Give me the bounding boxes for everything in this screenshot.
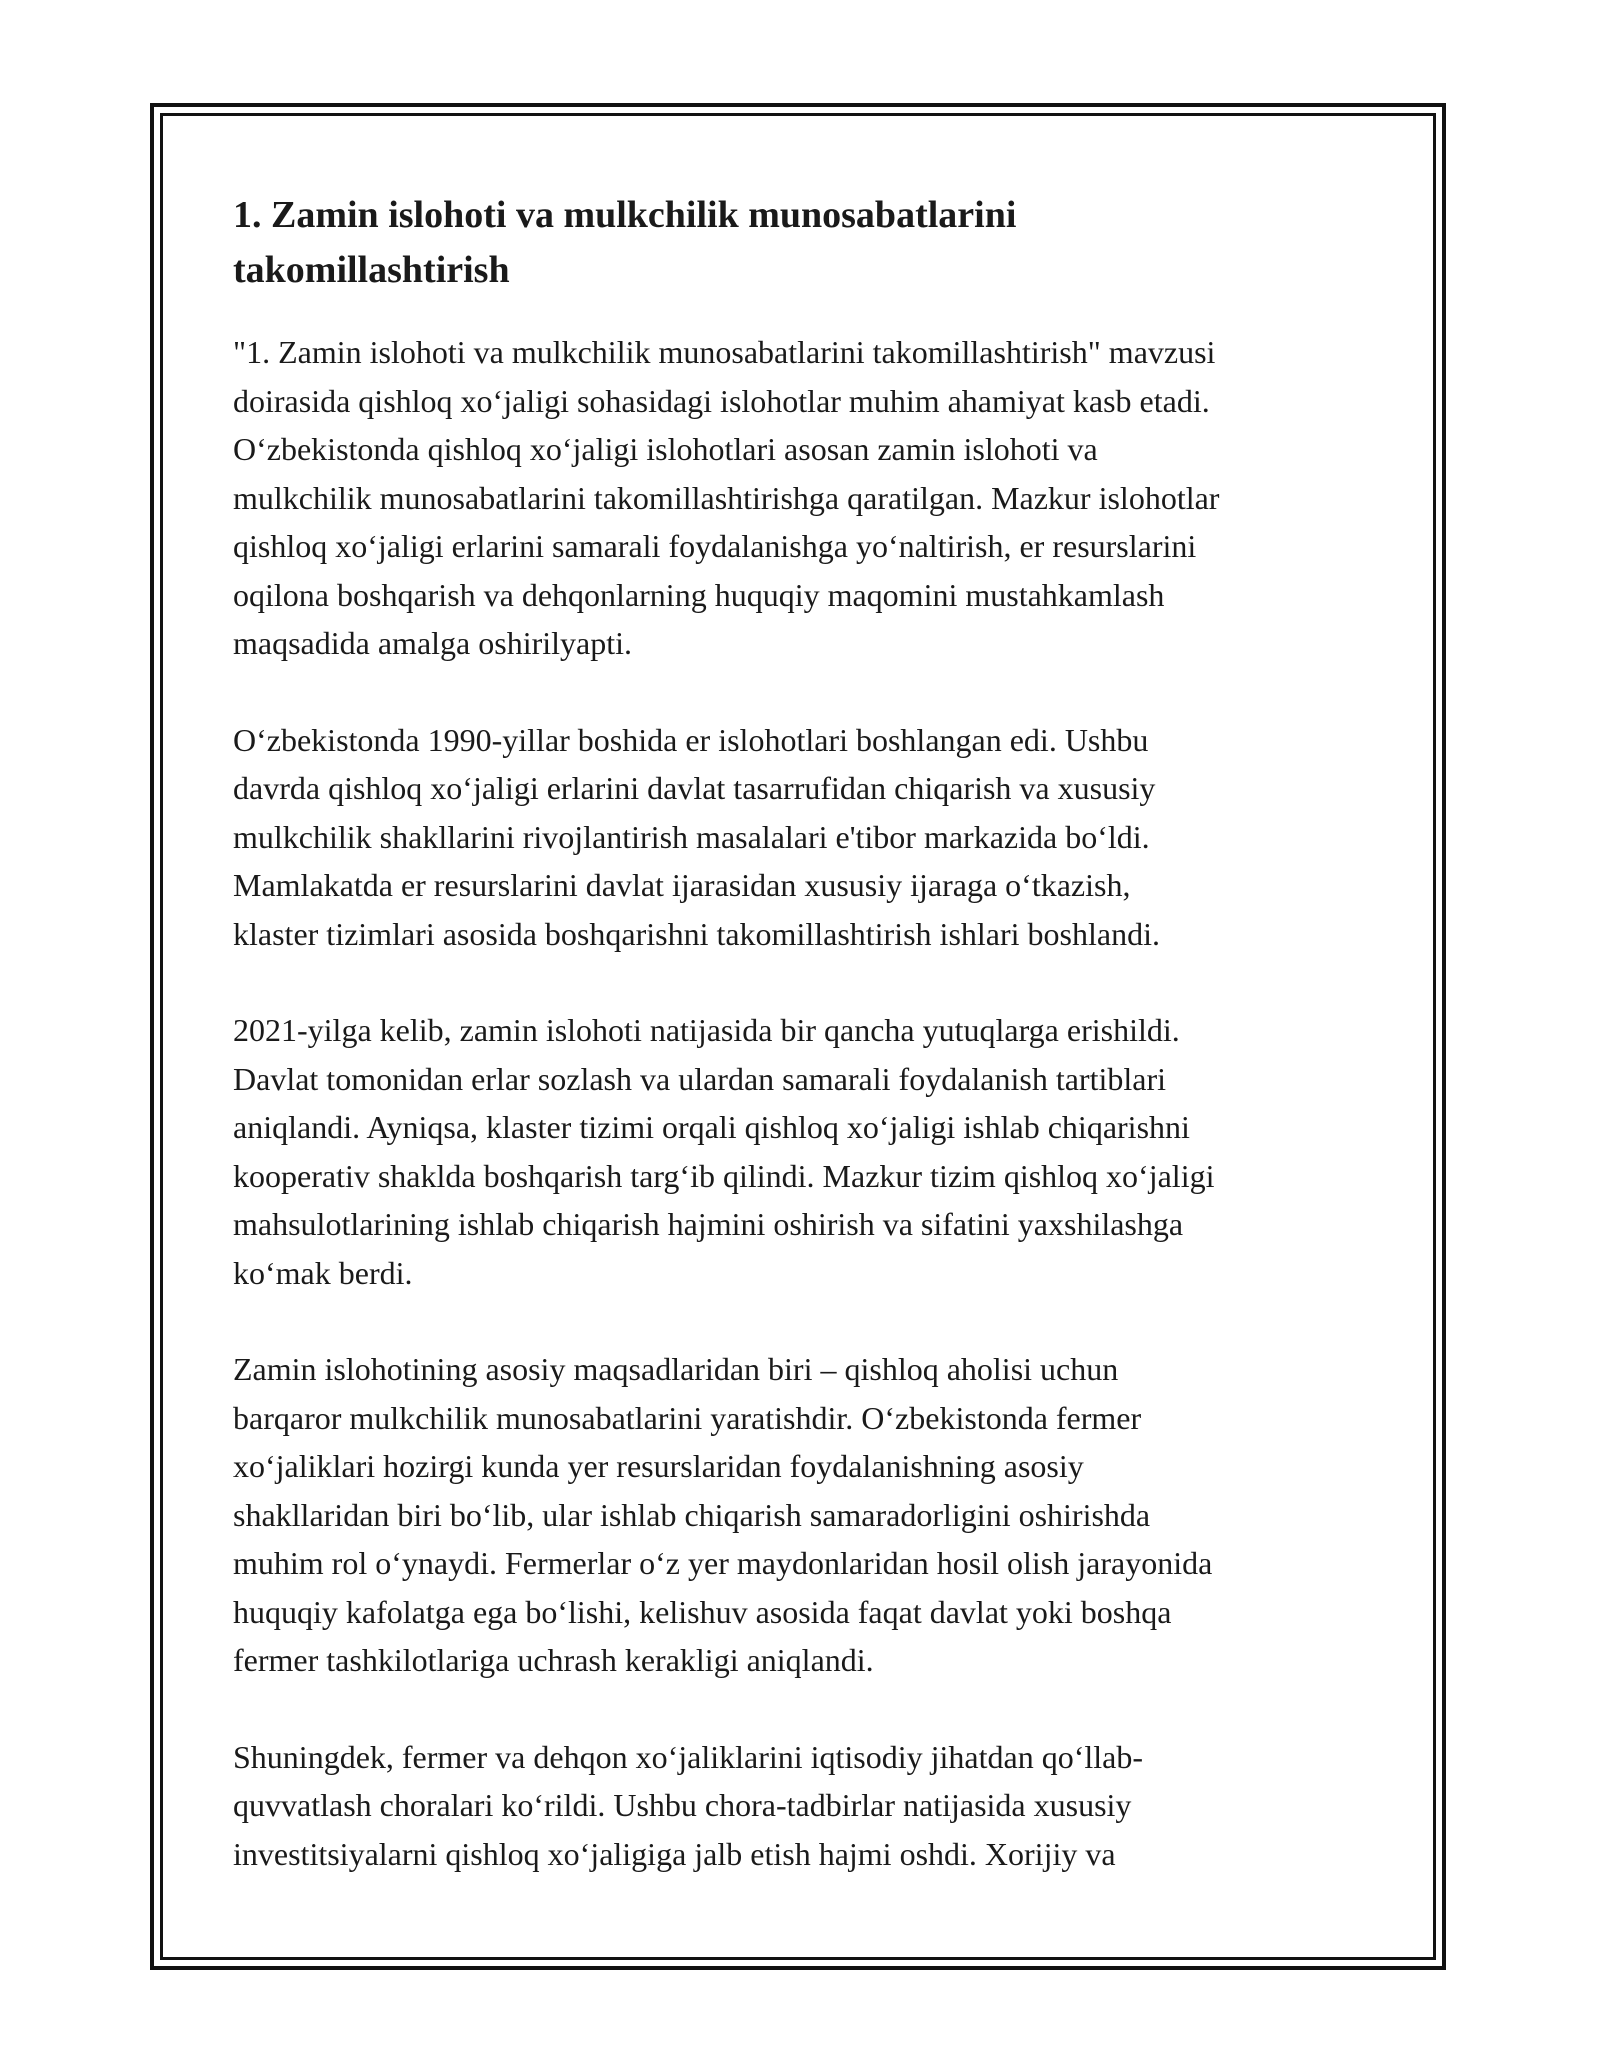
text-line: xo‘jaliklari hozirgi kunda yer resurslaridan foydalanishning asosiy (233, 1448, 1084, 1484)
text-line: klaster tizimlari asosida boshqarishni takomillashtirish ishlari boshlandi. (233, 915, 1160, 952)
text-line: 2021-yilga kelib, zamin islohoti natijasida bir qancha yutuqlarga erishildi. (233, 1012, 1180, 1048)
section-heading: 1. Zamin islohoti va mulkchilik munosabatlarini takomillashtirish (233, 194, 1017, 291)
text-line: Mamlakatda er resurslarini davlat ijarasidan xususiy ijaraga o‘tkazish, (233, 867, 1131, 903)
paragraph-4 (233, 1345, 1383, 1685)
text-line: oqilona boshqarish va dehqonlarning huquqiy maqomini mustahkamlash (233, 576, 1165, 613)
text-line: muhim rol o‘ynaydi. Fermerlar o‘z yer maydonlaridan hosil olish jarayonida (233, 1545, 1213, 1581)
text-line: O‘zbekistonda 1990-yillar boshida er islohotlari boshlangan edi. Ushbu (233, 721, 1149, 758)
paragraphs (233, 328, 1383, 1878)
text-line: maqsadida amalga oshirilyapti. (233, 625, 632, 661)
paragraph-2 (233, 716, 1383, 959)
paragraph-5 (233, 1733, 1383, 1879)
text-line: mulkchilik munosabatlarini takomillashtirishga qaratilgan. Mazkur islohotlar (233, 479, 1220, 516)
text-line: qishloq xo‘jaligi erlarini samarali foydalanishga yo‘naltirish, er resurslarini (233, 528, 1197, 564)
text-line: "1. Zamin islohoti va mulkchilik munosabatlarini takomillashtirish" mavzusi (233, 334, 1216, 370)
text-line: O‘zbekistonda qishloq xo‘jaligi islohotlari asosan zamin islohoti va (233, 431, 1098, 467)
text-line: Shuningdek, fermer va dehqon xo‘jaliklarini iqtisodiy jihatdan qo‘llab- (233, 1738, 1144, 1775)
text-line: barqaror mulkchilik munosabatlarini yaratishdir. O‘zbekistonda fermer (233, 1399, 1142, 1436)
text-line: ko‘mak berdi. (233, 1254, 413, 1291)
text-line: huquqiy kafolatga ega bo‘lishi, kelishuv asosida faqat davlat yoki boshqa (233, 1593, 1172, 1630)
text-line: doirasida qishloq xo‘jaligi sohasidagi islohotlar muhim ahamiyat kasb etadi. (233, 382, 1210, 419)
text-line: davrda qishloq xo‘jaligi erlarini davlat tasarrufidan chiqarish va xususiy (233, 770, 1156, 806)
text-line: quvvatlash choralari ko‘rildi. Ushbu chora-tadbirlar natijasida xususiy (233, 1787, 1132, 1823)
text-line: mahsulotlarining ishlab chiqarish hajmini oshirish va sifatini yaxshilashga (233, 1206, 1184, 1242)
text-line: fermer tashkilotlariga uchrash kerakligi aniqlandi. (233, 1642, 874, 1678)
text-line: Davlat tomonidan erlar sozlash va ulardan samarali foydalanish tartiblari (233, 1060, 1166, 1097)
text-line: Zamin islohotining asosiy maqsadlaridan biri – qishloq aholisi uchun (233, 1351, 1119, 1387)
text-line: shakllaridan biri bo‘lib, ular ishlab chiqarish samaradorligini oshirishda (233, 1496, 1151, 1533)
paragraph-3 (233, 1006, 1383, 1297)
text-line: aniqlandi. Ayniqsa, klaster tizimi orqali qishloq xo‘jaligi ishlab chiqarishni (233, 1109, 1190, 1145)
text-line: investitsiyalarni qishloq xo‘jaligiga jalb etish hajmi oshdi. Xorijiy va (233, 1835, 1116, 1872)
text-line: mulkchilik shakllarini rivojlantirish masalalari e'tibor markazida bo‘ldi. (233, 818, 1150, 855)
paragraph-1 (233, 328, 1383, 668)
document-body (233, 188, 1383, 1926)
text-line: kooperativ shaklda boshqarish targ‘ib qilindi. Mazkur tizim qishloq xo‘jaligi (233, 1157, 1215, 1194)
